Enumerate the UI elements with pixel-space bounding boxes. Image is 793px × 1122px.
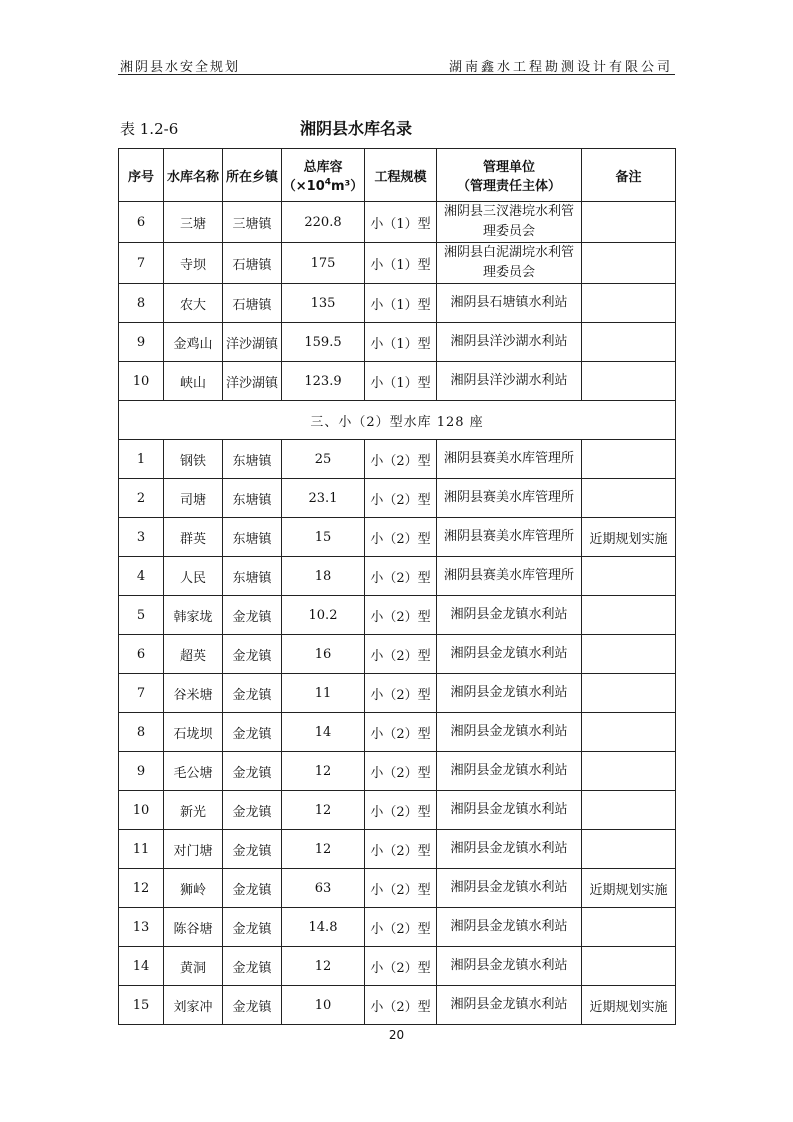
cell-unit: 湘阴县赛美水库管理所 (437, 440, 582, 479)
cell-unit: 湘阴县赛美水库管理所 (437, 479, 582, 518)
cell-capacity: 135 (282, 284, 365, 323)
cell-seq: 15 (119, 986, 164, 1025)
table-row (119, 869, 676, 908)
cell-seq: 6 (119, 202, 164, 243)
cell-capacity: 220.8 (282, 202, 365, 243)
cell-town: 东塘镇 (223, 518, 282, 557)
cell-unit: 湘阴县金龙镇水利站 (437, 713, 582, 752)
table-row (119, 947, 676, 986)
table-row (119, 557, 676, 596)
table-row (119, 440, 676, 479)
cell-seq: 5 (119, 596, 164, 635)
header-company-name: 湖南鑫水工程勘测设计有限公司 (448, 60, 673, 75)
table-row (119, 479, 676, 518)
cell-remark (582, 713, 676, 752)
cell-remark (582, 440, 676, 479)
col-header-unit-line2: （管理责任主体） (456, 179, 561, 194)
col-header-seq: 序号 (119, 149, 164, 202)
section-heading: 三、小（2）型水库 128 座 (119, 401, 676, 440)
cell-unit: 湘阴县金龙镇水利站 (437, 674, 582, 713)
cell-town: 金龙镇 (223, 596, 282, 635)
col-header-capacity-line1: 总库容 (303, 160, 343, 175)
cell-capacity: 14 (282, 713, 365, 752)
cell-seq: 9 (119, 752, 164, 791)
cell-name: 钢铁 (164, 440, 223, 479)
cell-scale: 小（2）型 (365, 869, 437, 908)
table-body-small-1 (119, 202, 676, 401)
cell-seq: 7 (119, 243, 164, 284)
cell-capacity: 63 (282, 869, 365, 908)
cell-capacity: 12 (282, 791, 365, 830)
cell-remark (582, 791, 676, 830)
cell-town: 金龙镇 (223, 947, 282, 986)
cell-unit: 湘阴县金龙镇水利站 (437, 908, 582, 947)
cell-capacity: 12 (282, 947, 365, 986)
cell-seq: 8 (119, 713, 164, 752)
cell-name: 谷米塘 (164, 674, 223, 713)
cell-town: 金龙镇 (223, 674, 282, 713)
cell-name: 司塘 (164, 479, 223, 518)
cell-scale: 小（2）型 (365, 791, 437, 830)
cell-scale: 小（2）型 (365, 752, 437, 791)
cell-capacity: 12 (282, 830, 365, 869)
cell-unit: 湘阴县白泥湖垸水利管理委员会 (437, 243, 582, 284)
cell-seq: 8 (119, 284, 164, 323)
table-row (119, 243, 676, 284)
cell-name: 对门塘 (164, 830, 223, 869)
cell-scale: 小（2）型 (365, 440, 437, 479)
table-row (119, 830, 676, 869)
cell-unit: 湘阴县洋沙湖水利站 (437, 362, 582, 401)
cell-scale: 小（2）型 (365, 557, 437, 596)
col-header-unit (437, 149, 582, 202)
cell-town: 洋沙湖镇 (223, 362, 282, 401)
cell-town: 金龙镇 (223, 791, 282, 830)
col-header-scale: 工程规模 (365, 149, 437, 202)
cell-remark (582, 752, 676, 791)
header-divider (118, 74, 675, 75)
cell-town: 金龙镇 (223, 713, 282, 752)
cell-capacity: 159.5 (282, 323, 365, 362)
table-body-small-2 (119, 440, 676, 1025)
cell-remark (582, 243, 676, 284)
cell-unit: 湘阴县金龙镇水利站 (437, 635, 582, 674)
table-header-row (119, 149, 676, 202)
table-row (119, 323, 676, 362)
cell-seq: 7 (119, 674, 164, 713)
cell-seq: 10 (119, 362, 164, 401)
cell-scale: 小（2）型 (365, 518, 437, 557)
cell-town: 东塘镇 (223, 440, 282, 479)
cell-town: 三塘镇 (223, 202, 282, 243)
cell-town: 金龙镇 (223, 869, 282, 908)
col-header-unit-line1: 管理单位 (482, 160, 535, 175)
col-header-capacity-line2: $(\times 10^4m^3)$ (282, 177, 364, 194)
cell-name: 黄洞 (164, 947, 223, 986)
col-header-name: 水库名称 (164, 149, 223, 202)
cell-remark (582, 635, 676, 674)
reservoir-table (118, 148, 676, 1025)
cell-scale: 小（2）型 (365, 635, 437, 674)
cell-unit: 湘阴县金龙镇水利站 (437, 869, 582, 908)
cell-unit: 湘阴县洋沙湖水利站 (437, 323, 582, 362)
cell-seq: 10 (119, 791, 164, 830)
cell-unit: 湘阴县赛美水库管理所 (437, 518, 582, 557)
cell-name: 石垅坝 (164, 713, 223, 752)
cell-town: 金龙镇 (223, 752, 282, 791)
table-section (119, 401, 676, 440)
cell-unit: 湘阴县金龙镇水利站 (437, 986, 582, 1025)
cell-scale: 小（2）型 (365, 479, 437, 518)
cell-remark: 近期规划实施 (582, 518, 676, 557)
cell-town: 金龙镇 (223, 908, 282, 947)
cell-name: 人民 (164, 557, 223, 596)
cell-name: 陈谷塘 (164, 908, 223, 947)
cell-name: 新光 (164, 791, 223, 830)
cell-scale: 小（2）型 (365, 908, 437, 947)
table-number-label: 表 1.2-6 (120, 120, 179, 138)
cell-scale: 小（2）型 (365, 986, 437, 1025)
cell-remark (582, 674, 676, 713)
cell-remark: 近期规划实施 (582, 869, 676, 908)
cell-capacity: 14.8 (282, 908, 365, 947)
table-row (119, 362, 676, 401)
cell-remark (582, 479, 676, 518)
cell-remark (582, 830, 676, 869)
cell-seq: 2 (119, 479, 164, 518)
table-row (119, 791, 676, 830)
header-doc-title: 湘阴县水安全规划 (120, 60, 241, 75)
cell-remark (582, 596, 676, 635)
cell-remark (582, 323, 676, 362)
cell-unit: 湘阴县金龙镇水利站 (437, 596, 582, 635)
table-title: 湘阴县水库名录 (300, 119, 413, 138)
cell-name: 三塘 (164, 202, 223, 243)
table-row (119, 202, 676, 243)
cell-scale: 小（2）型 (365, 713, 437, 752)
page-number: 20 (388, 1028, 405, 1042)
cell-scale: 小（2）型 (365, 947, 437, 986)
table-row (119, 518, 676, 557)
cell-remark (582, 202, 676, 243)
cell-scale: 小（2）型 (365, 674, 437, 713)
cell-remark: 近期规划实施 (582, 986, 676, 1025)
table-row (119, 713, 676, 752)
cell-unit: 湘阴县赛美水库管理所 (437, 557, 582, 596)
cell-town: 石塘镇 (223, 243, 282, 284)
section-row (119, 401, 676, 440)
cell-capacity: 16 (282, 635, 365, 674)
cell-capacity: 25 (282, 440, 365, 479)
col-header-remark: 备注 (582, 149, 676, 202)
cell-seq: 1 (119, 440, 164, 479)
cell-town: 东塘镇 (223, 557, 282, 596)
cell-capacity: 11 (282, 674, 365, 713)
col-header-capacity (282, 149, 365, 202)
cell-capacity: 15 (282, 518, 365, 557)
cell-capacity: 18 (282, 557, 365, 596)
cell-unit: 湘阴县三汊港垸水利管理委员会 (437, 202, 582, 243)
cell-scale: 小（1）型 (365, 202, 437, 243)
table-row (119, 674, 676, 713)
cell-name: 韩家垅 (164, 596, 223, 635)
cell-unit: 湘阴县金龙镇水利站 (437, 791, 582, 830)
cell-seq: 3 (119, 518, 164, 557)
cell-capacity: 123.9 (282, 362, 365, 401)
cell-seq: 13 (119, 908, 164, 947)
cell-seq: 9 (119, 323, 164, 362)
cell-seq: 14 (119, 947, 164, 986)
cell-town: 石塘镇 (223, 284, 282, 323)
cell-remark (582, 947, 676, 986)
cell-remark (582, 908, 676, 947)
cell-capacity: 12 (282, 752, 365, 791)
cell-seq: 4 (119, 557, 164, 596)
table-row (119, 284, 676, 323)
cell-remark (582, 362, 676, 401)
cell-town: 金龙镇 (223, 986, 282, 1025)
table-row (119, 752, 676, 791)
cell-capacity: 23.1 (282, 479, 365, 518)
cell-scale: 小（1）型 (365, 284, 437, 323)
cell-scale: 小（2）型 (365, 830, 437, 869)
cell-capacity: 175 (282, 243, 365, 284)
cell-unit: 湘阴县金龙镇水利站 (437, 947, 582, 986)
cell-name: 毛公塘 (164, 752, 223, 791)
cell-name: 寺坝 (164, 243, 223, 284)
col-header-town: 所在乡镇 (223, 149, 282, 202)
table-row (119, 908, 676, 947)
cell-scale: 小（1）型 (365, 243, 437, 284)
cell-name: 金鸡山 (164, 323, 223, 362)
table-row (119, 596, 676, 635)
table-row (119, 635, 676, 674)
cell-seq: 11 (119, 830, 164, 869)
cell-capacity: 10 (282, 986, 365, 1025)
cell-capacity: 10.2 (282, 596, 365, 635)
cell-name: 超英 (164, 635, 223, 674)
cell-unit: 湘阴县石塘镇水利站 (437, 284, 582, 323)
cell-seq: 12 (119, 869, 164, 908)
cell-name: 峡山 (164, 362, 223, 401)
cell-town: 金龙镇 (223, 635, 282, 674)
cell-name: 刘家冲 (164, 986, 223, 1025)
cell-scale: 小（1）型 (365, 362, 437, 401)
cell-remark (582, 284, 676, 323)
cell-seq: 6 (119, 635, 164, 674)
cell-name: 农大 (164, 284, 223, 323)
cell-town: 洋沙湖镇 (223, 323, 282, 362)
cell-name: 群英 (164, 518, 223, 557)
cell-remark (582, 557, 676, 596)
cell-name: 狮岭 (164, 869, 223, 908)
table-header (119, 149, 676, 202)
cell-unit: 湘阴县金龙镇水利站 (437, 752, 582, 791)
cell-town: 金龙镇 (223, 830, 282, 869)
cell-scale: 小（2）型 (365, 596, 437, 635)
table-row (119, 986, 676, 1025)
cell-unit: 湘阴县金龙镇水利站 (437, 830, 582, 869)
cell-scale: 小（1）型 (365, 323, 437, 362)
cell-town: 东塘镇 (223, 479, 282, 518)
